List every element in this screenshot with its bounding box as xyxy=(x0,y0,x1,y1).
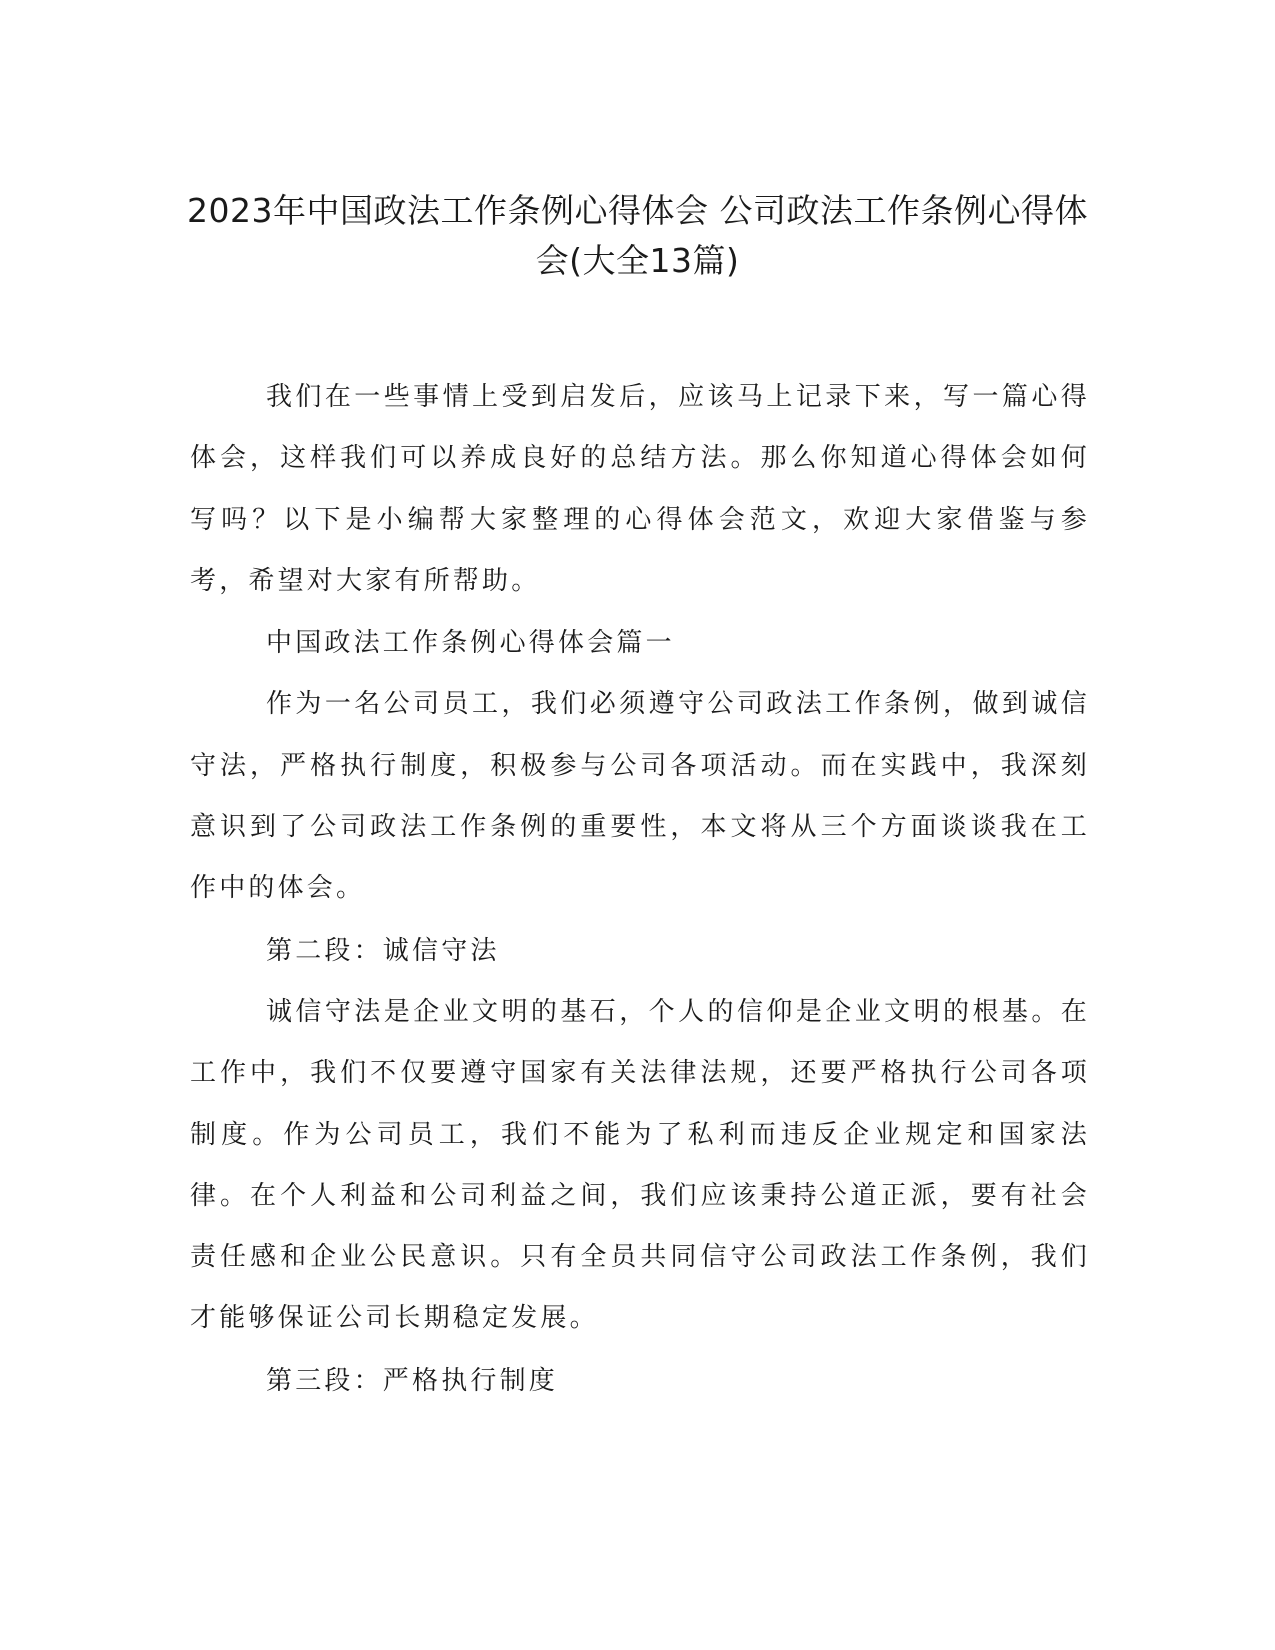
section-heading-part-one: 中国政法工作条例心得体会篇一 xyxy=(266,628,675,659)
document-title: 2023年中国政法工作条例心得体会 公司政法工作条例心得体会(大全13篇) xyxy=(187,191,1088,280)
integrity-paragraph: 诚信守法是企业文明的基石，个人的信仰是企业文明的根基。在工作中，我们不仅要遵守国家有关法律法规，还要严格执行公司各项制度。作为公司员工，我们不能为了私利而违反企业规定和国家法律。在个人利益和公司利益之间，我们应该秉持公道正派，要有社会责任感和企业公民意识。只有全员共同信守公司政法工作条例，我们才能够保证公司长期稳定发展。 xyxy=(190,996,1090,1334)
section-heading-strict-execution: 第三段：严格执行制度 xyxy=(266,1365,559,1396)
intro-paragraph: 我们在一些事情上受到启发后，应该马上记录下来，写一篇心得体会，这样我们可以养成良好的总结方法。那么你知道心得体会如何写吗？以下是小编帮大家整理的心得体会范文，欢迎大家借鉴与参考，希望对大家有所帮助。 xyxy=(190,382,1090,596)
part-one-paragraph: 作为一名公司员工，我们必须遵守公司政法工作条例，做到诚信守法，严格执行制度，积极参与公司各项活动。而在实践中，我深刻意识到了公司政法工作条例的重要性，本文将从三个方面谈谈我在工作中的体会。 xyxy=(190,689,1090,904)
document-body xyxy=(190,367,1090,1412)
section-heading-integrity: 第二段：诚信守法 xyxy=(266,935,500,966)
